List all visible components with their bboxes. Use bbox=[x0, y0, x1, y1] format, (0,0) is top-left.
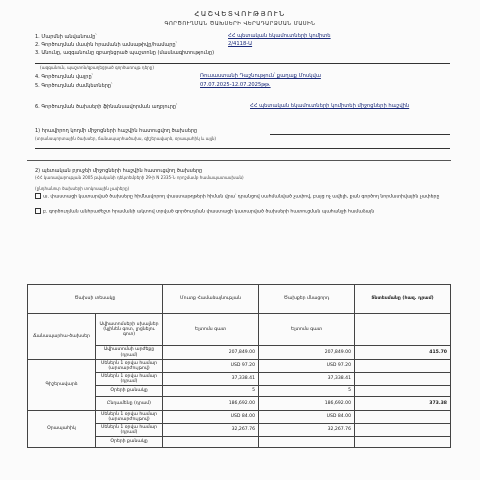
row-c bbox=[355, 360, 451, 373]
document-subtitle: ԳՈՐԾՈՒՂՄԱՆ ԾԱԽՍԵՐԻ ՎԵՐԱԴԱՐՁՄԱՆ ՄԱՍԻՆ bbox=[164, 21, 316, 27]
table-row bbox=[28, 411, 451, 424]
header-col-c: Տնտեսմանը (հազ. դրամ) bbox=[355, 285, 451, 314]
row-b: 32,267.76 bbox=[259, 424, 355, 437]
row-c bbox=[355, 411, 451, 424]
document-title: ՀԱՇՎԵՏՎՈՒԹՅՈՒՆ bbox=[194, 10, 286, 18]
row-a: 186,692.00 bbox=[163, 397, 259, 411]
row-c: 415.70 bbox=[355, 346, 451, 360]
field-6-label: 6. Գործուղման ծախսերի ֆինանսավորման աղբյուրը՝ bbox=[35, 104, 178, 110]
expense-table bbox=[27, 284, 451, 448]
row-a: USD 97.20 bbox=[163, 360, 259, 373]
table-row bbox=[28, 314, 451, 346]
section-1-heading: 1) հրավիրող կողմի միջոցների հաշվին հատուցվող ծախսերը bbox=[35, 128, 198, 134]
section-2-hint-2: (ընդհանուր ծախսերի տոկոսային չափերը) bbox=[35, 186, 130, 191]
row-c bbox=[355, 314, 451, 346]
field-6-value: ՀՀ պետական եկամուտների կոմիտեի միջոցների հաշվին bbox=[250, 103, 410, 109]
field-4-value: Ռուսաստանի Դաշնություն՝ քաղաք Մոսկվա bbox=[200, 73, 321, 79]
row-item: Սեներն 1 օրվա համար (դրամ) bbox=[96, 424, 163, 437]
row-item: Ավիատոմսի արժեքը (դրամ) bbox=[96, 346, 163, 360]
row-item: Օրերի քանակը bbox=[96, 437, 163, 448]
table-row bbox=[28, 360, 451, 373]
section-1-line-2 bbox=[35, 148, 450, 149]
row-b: Ելտոմս գատ bbox=[259, 314, 355, 346]
row-item: Սեներն 1 օրվա համար (դրամ) bbox=[96, 373, 163, 386]
field-3-label: 3. Անունը, ազգանունը զբաղեցրած պաշտոնը (մասնագիտությունը) bbox=[35, 50, 215, 56]
group-lodging: Գիշերավարձ bbox=[28, 360, 96, 411]
row-a bbox=[163, 437, 259, 448]
row-c bbox=[355, 424, 451, 437]
row-a: 32,267.76 bbox=[163, 424, 259, 437]
row-b bbox=[259, 437, 355, 448]
section-2-hint: (ՀՀ կառավարության 2005 թվականի դեկտեմբերի 29-ի N 2335-Ն որոշմամբ համապատասխան) bbox=[35, 175, 244, 180]
section-2-heading: 2) պետական բյուջեի միջոցների հաշվին հատուցվող ծախսերը bbox=[35, 168, 203, 174]
row-b: 5 bbox=[259, 386, 355, 397]
section-1-hint: (տրանսպորտային ծախսեր, ճանապարհածախս, գիշերավարձ, օրապահիկ և այլն) bbox=[35, 136, 217, 141]
option-b bbox=[35, 208, 450, 216]
header-expense-type: Ծախսի տեսակը bbox=[28, 285, 163, 314]
row-b: USD 84.00 bbox=[259, 411, 355, 424]
row-item: Սեներն 1 օրվա համար (արտարժույթով) bbox=[96, 411, 163, 424]
field-4-label: 4. Գործուղման վայրը՝ bbox=[35, 74, 93, 80]
option-a-text: ա. փաստացի կատարված ծախսերը հիմնավորող փաստաթղթերի հիման վրա՝ դրանցով սահմանված չափով, բայց ոչ ավելի, քան գործող նորմատիվային չափերը bbox=[43, 194, 440, 200]
field-5-label: 5. Գործուղման ժամկետները՝ bbox=[35, 83, 113, 89]
row-c bbox=[355, 386, 451, 397]
row-c bbox=[355, 373, 451, 386]
field-5-value: 07.07.2025-12.07.2025թթ. bbox=[200, 82, 271, 88]
name-hint: (ազգանուն, պաշտոն/զբաղեցրած գործառույթ դերը) bbox=[40, 65, 154, 70]
row-a: USD 84.00 bbox=[163, 411, 259, 424]
option-b-checkbox[interactable] bbox=[35, 208, 41, 214]
section-1-line bbox=[270, 134, 450, 135]
row-a: 37,338.41 bbox=[163, 373, 259, 386]
header-col-b: Ծախքեր մնացորդ bbox=[259, 285, 355, 314]
row-item: Ընդամենը (դրամ) bbox=[96, 397, 163, 411]
row-a: 207,849.00 bbox=[163, 346, 259, 360]
row-item: Ավիատոմսերի սխալներ (կլինեն գոտ, լրցնելու գոտ) bbox=[96, 314, 163, 346]
row-b: USD 97.20 bbox=[259, 360, 355, 373]
row-c bbox=[355, 437, 451, 448]
row-b: 37,338.41 bbox=[259, 373, 355, 386]
divider bbox=[27, 160, 451, 161]
row-a: 5 bbox=[163, 386, 259, 397]
row-c: 373.38 bbox=[355, 397, 451, 411]
group-travel: Ճանապարհա-ծախսեր bbox=[28, 314, 96, 360]
field-2-value: 2/4118-Ա bbox=[228, 41, 253, 47]
row-a: Ելտոմս գատ bbox=[163, 314, 259, 346]
row-b: 207,849.00 bbox=[259, 346, 355, 360]
option-a-checkbox[interactable] bbox=[35, 193, 41, 199]
name-line bbox=[35, 63, 450, 64]
header-col-a: Մուտք Համաձայնության bbox=[163, 285, 259, 314]
field-1-label: 1. Մարմնի անվանումը՝ bbox=[35, 34, 97, 40]
row-b: 186,692.00 bbox=[259, 397, 355, 411]
option-b-text: բ. գործուղման անհրաժեշտ հրամանի ակտով տրված գործուղման փաստացի կատարված ծախսերի հատուցման պահանջի համաձայն bbox=[43, 209, 375, 215]
field-2-label: 2. Գործուղման մասին հրամանի ամսաթիվը/համարը՝ bbox=[35, 42, 177, 48]
field-1-value: ՀՀ պետական եկամուտների կոմիտե bbox=[228, 33, 331, 39]
group-per-diem: Օրապահիկ bbox=[28, 411, 96, 448]
row-item: Օրերի քանակը bbox=[96, 386, 163, 397]
table-header-row bbox=[28, 285, 451, 314]
option-a bbox=[35, 193, 450, 201]
row-item: Սեներն 1 օրվա համար (արտարժույթով) bbox=[96, 360, 163, 373]
